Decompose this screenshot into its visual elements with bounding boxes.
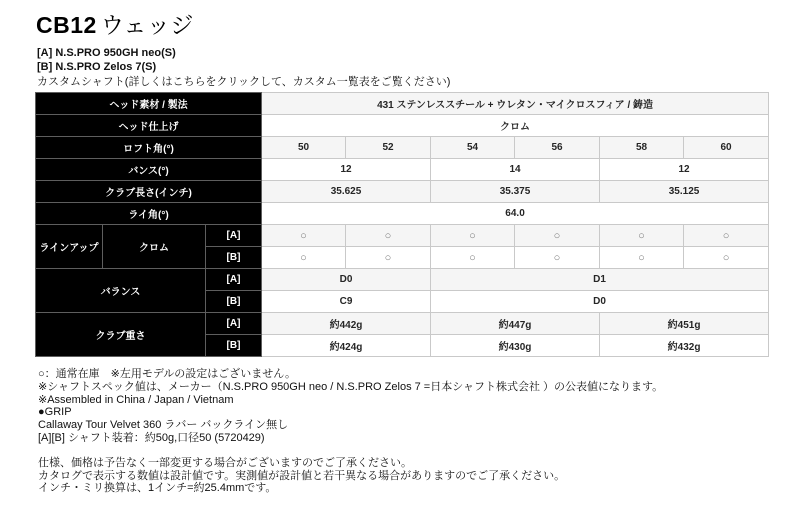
cell-length-3: 35.125 [600,181,769,203]
stock-circle: ○ [638,229,645,242]
page-title [36,12,800,38]
stock-circle: ○ [300,251,307,264]
footnotes [38,368,800,495]
cell-lie: 64.0 [262,203,769,225]
stock-mark-a2 [346,225,431,247]
note-disclaimer-2: カタログで表示する数値は設計値です。実測値が設計値と若干異なる場合がありますのでご了承ください。 [38,469,566,482]
cell-bounce-3: 12 [600,159,769,181]
row-label-head-finish: ヘッド仕上げ [36,115,262,137]
stock-mark-b5 [600,247,684,269]
cell-loft-1: 50 [262,137,346,159]
note-grip-spec: [A][B] シャフト装着：約50g,口径50 (5720429) [38,431,265,444]
stock-mark-b3 [431,247,515,269]
note-grip-header: ●GRIP [38,406,72,419]
stock-circle: ○ [553,251,561,264]
stock-circle: ○ [469,229,476,242]
stock-mark-b4 [515,247,600,269]
cell-weight-b1: 約424g [262,335,431,357]
model-name: CB12 [36,12,97,38]
weight-a-label: [A] [206,313,262,335]
row-label-length: クラブ長さ(インチ) [36,181,262,203]
stock-mark-b2 [346,247,431,269]
cell-length-1: 35.625 [262,181,431,203]
cell-balance-a2: D1 [431,269,769,291]
stock-mark-a5 [600,225,684,247]
stock-mark-a3 [431,225,515,247]
cell-weight-b2: 約430g [431,335,600,357]
spacer [38,445,800,457]
row-label-lineup: ラインアップ [36,225,103,269]
row-label-loft: ロフト角(°) [36,137,262,159]
stock-circle: ○ [638,251,645,264]
stock-circle: ○ [384,229,392,242]
custom-shaft-link[interactable]: カスタムシャフト(詳しくはこちらをクリックして、カスタム一覧表をご覧ください) [37,76,451,88]
shaft-spec-b: [B] N.S.PRO Zelos 7(S) [37,60,157,73]
note-shaft-spec: ※シャフトスペック値は、メーカー（N.S.PRO 950GH neo / N.S.PRO Zelos 7 =日本シャフト株式会社 ）の公表値になります。 [38,380,664,393]
cell-head-material: 431 ステンレススチール + ウレタン・マイクロスフィア / 鋳造 [262,93,769,115]
cell-balance-b2: D0 [431,291,769,313]
note-assembled: ※Assembled in China / Japan / Vietnam [38,393,234,406]
row-label-lie: ライ角(°) [36,203,262,225]
lineup-finish-label: クロム [103,225,206,269]
lineup-a-label: [A] [206,225,262,247]
balance-a-label: [A] [206,269,262,291]
note-grip-detail: Callaway Tour Velvet 360 ラバー バックライン無し [38,419,289,432]
cell-loft-4: 56 [515,137,600,159]
cell-bounce-1: 12 [262,159,431,181]
note-disclaimer-1: 仕様、価格は予告なく一部変更する場合がございますのでご了承ください。 [38,456,412,469]
stock-circle: ○ [722,229,730,242]
cell-bounce-2: 14 [431,159,600,181]
stock-circle: ○ [469,251,476,264]
stock-circle: ○ [553,229,561,242]
cell-length-2: 35.375 [431,181,600,203]
stock-mark-a4 [515,225,600,247]
cell-weight-a3: 約451g [600,313,769,335]
cell-weight-b3: 約432g [600,335,769,357]
cell-weight-a1: 約442g [262,313,431,335]
note-stock: ○：通常在庫 ※左用モデルの設定はございません。 [38,368,296,380]
row-label-weight: クラブ重さ [36,313,206,357]
weight-b-label: [B] [206,335,262,357]
row-label-head-material: ヘッド素材 / 製法 [36,93,262,115]
cell-head-finish: クロム [262,115,769,137]
row-label-bounce: バンス(°) [36,159,262,181]
cell-loft-2: 52 [346,137,431,159]
shaft-spec-a: [A] N.S.PRO 950GH neo(S) [37,47,176,59]
lineup-b-label: [B] [206,247,262,269]
stock-mark-b1 [262,247,346,269]
stock-circle: ○ [384,251,392,264]
cell-balance-a1: D0 [262,269,431,291]
stock-circle: ○ [300,229,307,242]
stock-mark-a6 [684,225,769,247]
cell-loft-6: 60 [684,137,769,159]
note-disclaimer-3: インチ・ミリ換算は、1インチ=約25.4mmです。 [38,482,277,495]
club-type: ウェッジ [100,12,194,38]
spec-table [35,92,769,357]
stock-mark-a1 [262,225,346,247]
cell-loft-3: 54 [431,137,515,159]
row-label-balance: バランス [36,269,206,313]
cell-weight-a2: 約447g [431,313,600,335]
stock-mark-b6 [684,247,769,269]
balance-b-label: [B] [206,291,262,313]
cell-loft-5: 58 [600,137,684,159]
stock-circle: ○ [722,251,730,264]
cell-balance-b1: C9 [262,291,431,313]
